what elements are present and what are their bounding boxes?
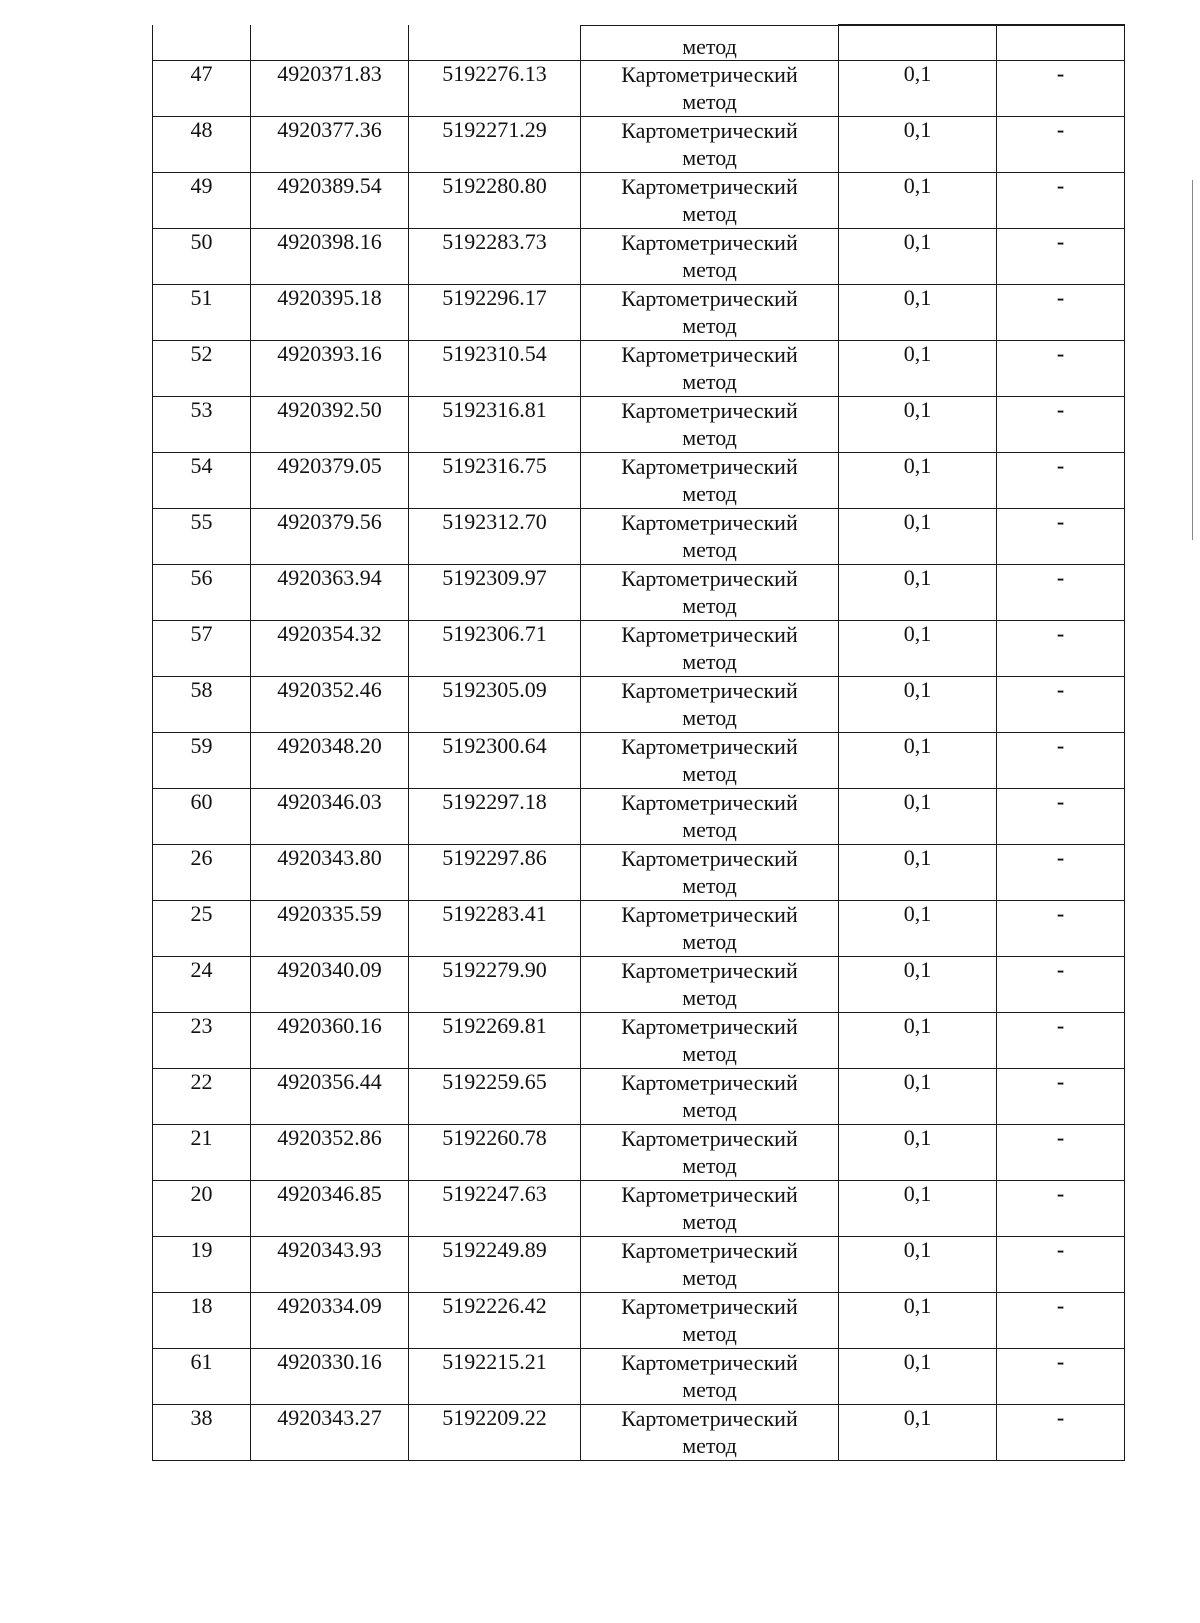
point-number-cell: 59 [153,733,251,789]
description-cell: - [997,509,1125,565]
method-cell [581,397,839,453]
y-coordinate-cell: 5192316.75 [409,453,581,509]
x-coordinate-cell: 4920389.54 [251,173,409,229]
description-cell: - [997,397,1125,453]
table-row [153,901,1125,957]
table-row [153,1349,1125,1405]
x-coordinate-cell: 4920346.03 [251,789,409,845]
y-coordinate-cell: 5192296.17 [409,285,581,341]
method-text-line2: метод [682,369,737,394]
accuracy-cell: 0,1 [839,621,997,677]
description-cell: - [997,173,1125,229]
method-text-line1: Картометрический [621,566,798,591]
table-row [153,845,1125,901]
accuracy-cell: 0,1 [839,61,997,117]
table-row [153,173,1125,229]
accuracy-cell: 0,1 [839,733,997,789]
method-text-line1: Картометрический [621,958,798,983]
y-coordinate-cell: 5192249.89 [409,1237,581,1293]
point-number-cell: 49 [153,173,251,229]
method-text-line1: Картометрический [621,1406,798,1431]
accuracy-cell: 0,1 [839,901,997,957]
method-cell [581,1013,839,1069]
method-text-line2: метод [682,89,737,114]
description-cell: - [997,1125,1125,1181]
method-text-line2: метод [682,761,737,786]
point-number-cell: 24 [153,957,251,1013]
y-coordinate-cell: 5192312.70 [409,509,581,565]
method-text-line1: Картометрический [621,622,798,647]
description-cell: - [997,61,1125,117]
method-text-line2: метод [682,313,737,338]
method-cell [581,957,839,1013]
point-number-cell [153,25,251,61]
description-cell: - [997,1349,1125,1405]
y-coordinate-cell: 5192226.42 [409,1293,581,1349]
x-coordinate-cell: 4920371.83 [251,61,409,117]
method-text-line1: Картометрический [621,118,798,143]
method-text-line2: метод [682,1097,737,1122]
description-cell: - [997,901,1125,957]
method-text-line2: метод [682,705,737,730]
method-cell [581,1069,839,1125]
description-cell: - [997,565,1125,621]
method-text-line1: Картометрический [621,734,798,759]
accuracy-cell: 0,1 [839,173,997,229]
method-text-line1: Картометрический [621,62,798,87]
point-number-cell: 55 [153,509,251,565]
x-coordinate-cell: 4920354.32 [251,621,409,677]
method-cell [581,229,839,285]
method-text-line2: метод [682,1209,737,1234]
method-text-line2: метод [682,873,737,898]
method-text-line2: метод [682,537,737,562]
accuracy-cell: 0,1 [839,1237,997,1293]
accuracy-cell: 0,1 [839,789,997,845]
point-number-cell: 22 [153,1069,251,1125]
method-cell [581,901,839,957]
point-number-cell: 25 [153,901,251,957]
point-number-cell: 47 [153,61,251,117]
method-cell [581,677,839,733]
x-coordinate-cell: 4920395.18 [251,285,409,341]
accuracy-cell: 0,1 [839,397,997,453]
method-cell [581,1349,839,1405]
point-number-cell: 56 [153,565,251,621]
method-text-line2: метод [682,425,737,450]
y-coordinate-cell: 5192283.41 [409,901,581,957]
table-row [153,677,1125,733]
y-coordinate-cell: 5192259.65 [409,1069,581,1125]
method-text-line2: метод [682,1041,737,1066]
accuracy-cell: 0,1 [839,677,997,733]
x-coordinate-cell: 4920398.16 [251,229,409,285]
table-row [153,733,1125,789]
description-cell: - [997,845,1125,901]
accuracy-cell: 0,1 [839,845,997,901]
table-row [153,1405,1125,1461]
table-row [153,1069,1125,1125]
y-coordinate-cell: 5192297.86 [409,845,581,901]
point-number-cell: 60 [153,789,251,845]
x-coordinate-cell: 4920343.27 [251,1405,409,1461]
point-number-cell: 50 [153,229,251,285]
y-coordinate-cell: 5192310.54 [409,341,581,397]
table-row [153,565,1125,621]
method-text-line2: метод [682,1265,737,1290]
y-coordinate-cell: 5192276.13 [409,61,581,117]
method-text-line2: метод [682,34,737,59]
y-coordinate-cell: 5192209.22 [409,1405,581,1461]
method-text-line1: Картометрический [621,454,798,479]
point-number-cell: 57 [153,621,251,677]
method-cell [581,1237,839,1293]
point-number-cell: 61 [153,1349,251,1405]
description-cell: - [997,117,1125,173]
y-coordinate-cell [409,25,581,61]
method-text-line1: Картометрический [621,510,798,535]
accuracy-cell: 0,1 [839,565,997,621]
method-text-line1: Картометрический [621,678,798,703]
point-number-cell: 23 [153,1013,251,1069]
method-text-line2: метод [682,257,737,282]
x-coordinate-cell: 4920343.80 [251,845,409,901]
y-coordinate-cell: 5192280.80 [409,173,581,229]
method-text-line2: метод [682,145,737,170]
method-cell [581,789,839,845]
x-coordinate-cell: 4920377.36 [251,117,409,173]
y-coordinate-cell: 5192271.29 [409,117,581,173]
y-coordinate-cell: 5192309.97 [409,565,581,621]
method-text-line2: метод [682,201,737,226]
accuracy-cell: 0,1 [839,509,997,565]
description-cell: - [997,341,1125,397]
method-text-line1: Картометрический [621,846,798,871]
accuracy-cell: 0,1 [839,1013,997,1069]
continued-row-fragment [153,25,1125,61]
y-coordinate-cell: 5192283.73 [409,229,581,285]
y-coordinate-cell: 5192269.81 [409,1013,581,1069]
method-cell [581,117,839,173]
point-number-cell: 52 [153,341,251,397]
method-cell [581,621,839,677]
y-coordinate-cell: 5192297.18 [409,789,581,845]
coordinates-table [152,24,1125,1461]
accuracy-cell: 0,1 [839,1405,997,1461]
method-cell [581,733,839,789]
table-row [153,1125,1125,1181]
x-coordinate-cell [251,25,409,61]
method-cell [581,1125,839,1181]
method-text-line1: Картометрический [621,902,798,927]
point-number-cell: 53 [153,397,251,453]
method-cell [581,61,839,117]
method-text-line2: метод [682,1321,737,1346]
method-text-line2: метод [682,649,737,674]
point-number-cell: 38 [153,1405,251,1461]
y-coordinate-cell: 5192247.63 [409,1181,581,1237]
method-cell [581,845,839,901]
coordinates-table-body [153,25,1125,1461]
point-number-cell: 58 [153,677,251,733]
accuracy-cell: 0,1 [839,229,997,285]
method-text-line2: метод [682,929,737,954]
method-text-line1: Картометрический [621,790,798,815]
description-cell: - [997,621,1125,677]
point-number-cell: 26 [153,845,251,901]
x-coordinate-cell: 4920335.59 [251,901,409,957]
point-number-cell: 51 [153,285,251,341]
scan-edge-line [1192,180,1193,540]
method-text-line1: Картометрический [621,1126,798,1151]
method-cell [581,1405,839,1461]
description-cell: - [997,1181,1125,1237]
x-coordinate-cell: 4920360.16 [251,1013,409,1069]
x-coordinate-cell: 4920343.93 [251,1237,409,1293]
method-text-line1: Картометрический [621,286,798,311]
accuracy-cell: 0,1 [839,1349,997,1405]
method-text-line2: метод [682,593,737,618]
description-cell: - [997,957,1125,1013]
accuracy-cell: 0,1 [839,1069,997,1125]
x-coordinate-cell: 4920393.16 [251,341,409,397]
table-row [153,1013,1125,1069]
description-cell: - [997,285,1125,341]
y-coordinate-cell: 5192316.81 [409,397,581,453]
accuracy-cell: 0,1 [839,285,997,341]
method-cell [581,509,839,565]
description-cell: - [997,1237,1125,1293]
x-coordinate-cell: 4920340.09 [251,957,409,1013]
table-row [153,341,1125,397]
method-text-line2: метод [682,1433,737,1458]
x-coordinate-cell: 4920363.94 [251,565,409,621]
description-cell: - [997,733,1125,789]
y-coordinate-cell: 5192260.78 [409,1125,581,1181]
y-coordinate-cell: 5192300.64 [409,733,581,789]
accuracy-cell: 0,1 [839,1293,997,1349]
point-number-cell: 18 [153,1293,251,1349]
point-number-cell: 20 [153,1181,251,1237]
description-cell: - [997,229,1125,285]
table-row [153,117,1125,173]
accuracy-cell: 0,1 [839,957,997,1013]
description-cell [997,25,1125,61]
method-cell [581,285,839,341]
x-coordinate-cell: 4920352.46 [251,677,409,733]
table-row [153,61,1125,117]
method-cell [581,173,839,229]
accuracy-cell: 0,1 [839,1125,997,1181]
table-row [153,397,1125,453]
method-text-line1: Картометрический [621,1294,798,1319]
method-cell [581,565,839,621]
point-number-cell: 19 [153,1237,251,1293]
point-number-cell: 48 [153,117,251,173]
point-number-cell: 21 [153,1125,251,1181]
table-row [153,1237,1125,1293]
method-cell [581,25,839,61]
accuracy-cell: 0,1 [839,341,997,397]
y-coordinate-cell: 5192305.09 [409,677,581,733]
x-coordinate-cell: 4920334.09 [251,1293,409,1349]
method-cell [581,453,839,509]
description-cell: - [997,1405,1125,1461]
point-number-cell: 54 [153,453,251,509]
method-text-line1: Картометрический [621,1070,798,1095]
table-row [153,957,1125,1013]
method-text-line1: Картометрический [621,230,798,255]
method-text-line1: Картометрический [621,174,798,199]
x-coordinate-cell: 4920346.85 [251,1181,409,1237]
method-text-line2: метод [682,817,737,842]
method-cell [581,1293,839,1349]
method-text-line1: Картометрический [621,1350,798,1375]
table-row [153,229,1125,285]
description-cell: - [997,1069,1125,1125]
x-coordinate-cell: 4920348.20 [251,733,409,789]
method-text-line1: Картометрический [621,342,798,367]
table-row [153,509,1125,565]
accuracy-cell: 0,1 [839,453,997,509]
y-coordinate-cell: 5192306.71 [409,621,581,677]
description-cell: - [997,677,1125,733]
method-text-line1: Картометрический [621,1238,798,1263]
accuracy-cell: 0,1 [839,1181,997,1237]
description-cell: - [997,1293,1125,1349]
x-coordinate-cell: 4920379.56 [251,509,409,565]
method-text-line2: метод [682,985,737,1010]
method-cell [581,341,839,397]
table-row [153,453,1125,509]
x-coordinate-cell: 4920330.16 [251,1349,409,1405]
method-text-line1: Картометрический [621,1182,798,1207]
x-coordinate-cell: 4920379.05 [251,453,409,509]
description-cell: - [997,789,1125,845]
description-cell: - [997,453,1125,509]
table-row [153,621,1125,677]
method-text-line2: метод [682,481,737,506]
table-row [153,789,1125,845]
description-cell: - [997,1013,1125,1069]
x-coordinate-cell: 4920356.44 [251,1069,409,1125]
y-coordinate-cell: 5192279.90 [409,957,581,1013]
accuracy-cell: 0,1 [839,117,997,173]
method-text-line2: метод [682,1377,737,1402]
method-text-line1: Картометрический [621,398,798,423]
x-coordinate-cell: 4920392.50 [251,397,409,453]
accuracy-cell [839,25,997,61]
table-row [153,285,1125,341]
method-text-line1: Картометрический [621,1014,798,1039]
method-text-line2: метод [682,1153,737,1178]
x-coordinate-cell: 4920352.86 [251,1125,409,1181]
method-cell [581,1181,839,1237]
y-coordinate-cell: 5192215.21 [409,1349,581,1405]
table-row [153,1181,1125,1237]
table-row [153,1293,1125,1349]
